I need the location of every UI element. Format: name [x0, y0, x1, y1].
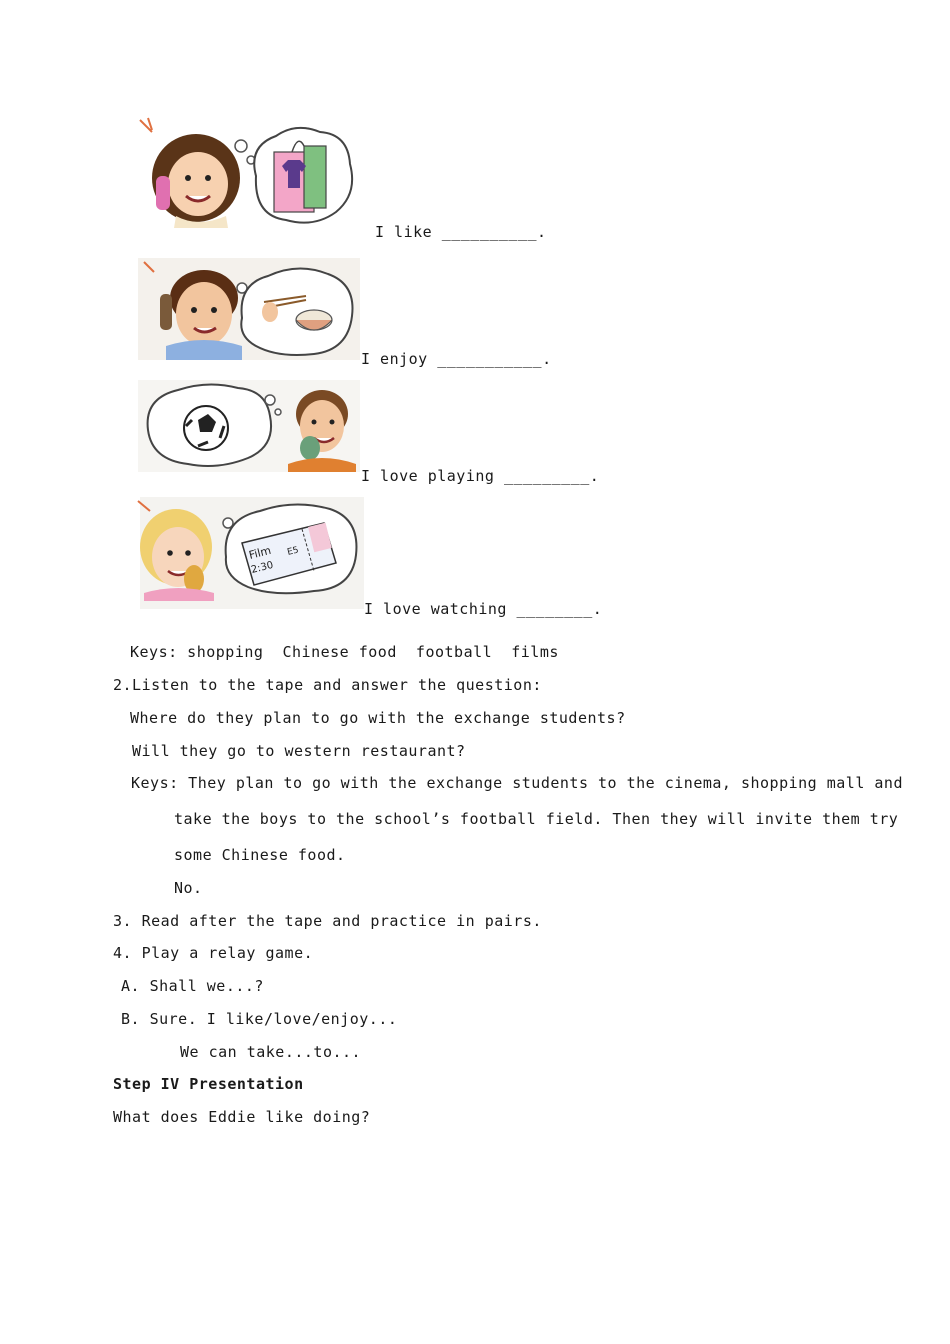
exercise-2-heading: 2.Listen to the tape and answer the question: — [113, 676, 542, 694]
exercise-1-sentence-4: I love watching ________. — [364, 600, 603, 618]
boy-phone-chinese-food-icon — [138, 258, 360, 360]
exercise-4-line-b2: We can take...to... — [180, 1043, 362, 1061]
girl-phone-shopping-icon — [136, 116, 358, 228]
girl-phone-film-ticket-icon — [124, 497, 364, 609]
svg-text:Film: Film — [247, 543, 273, 562]
step-question: What does Eddie like doing? — [113, 1108, 371, 1126]
exercise-2-keys-line-1: Keys: They plan to go with the exchange students to the cinema, shopping mall and — [131, 774, 903, 792]
exercise-2-question-2: Will they go to western restaurant? — [132, 742, 466, 760]
exercise-2-keys-line-4: No. — [174, 879, 203, 897]
exercise-4-heading: 4. Play a relay game. — [113, 944, 314, 962]
exercise-4-line-a: A. Shall we...? — [121, 977, 264, 995]
svg-text:E5: E5 — [286, 545, 300, 558]
svg-text:2:30: 2:30 — [250, 559, 275, 576]
exercise-1-sentence-1: I like __________. — [375, 223, 547, 241]
exercise-2-question-1: Where do they plan to go with the exchange students? — [130, 709, 626, 727]
exercise-3: 3. Read after the tape and practice in pairs. — [113, 912, 542, 930]
exercise-2-keys-line-3: some Chinese food. — [174, 846, 346, 864]
exercise-1-keys: Keys: shopping Chinese food football films — [130, 643, 559, 661]
exercise-1-sentence-3: I love playing _________. — [361, 467, 600, 485]
step-title: Step IV Presentation — [113, 1075, 304, 1093]
exercise-4-line-b: B. Sure. I like/love/enjoy... — [121, 1010, 398, 1028]
exercise-2-keys-line-2: take the boys to the school’s football field. Then they will invite them try — [174, 810, 899, 828]
exercise-1-sentence-2: I enjoy ___________. — [361, 350, 552, 368]
boy-phone-football-icon — [138, 380, 360, 472]
